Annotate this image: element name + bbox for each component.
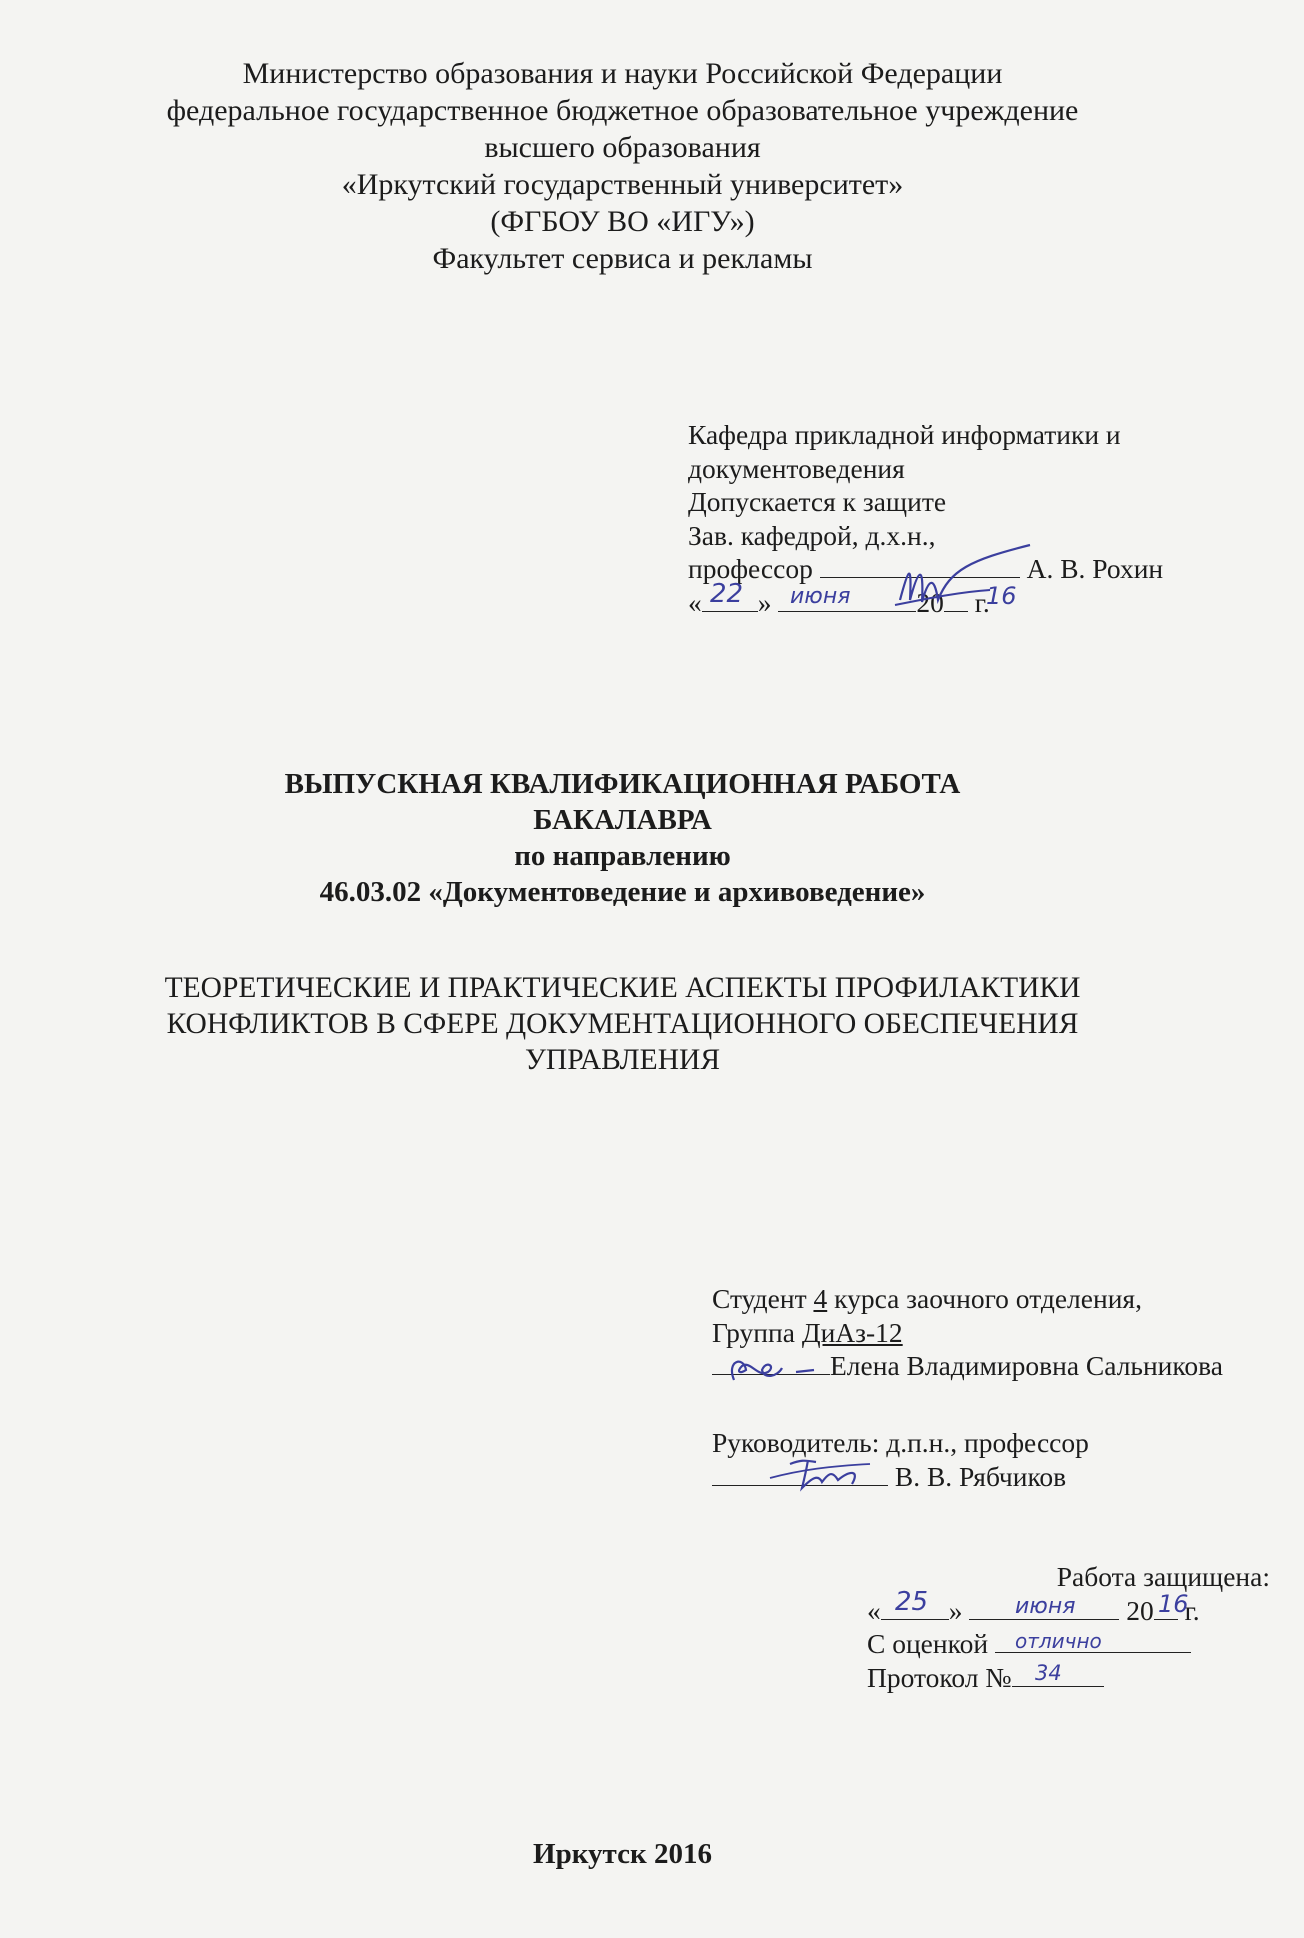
handwritten-defense-day: 25 (895, 1586, 929, 1617)
protocol-label: Протокол № (867, 1661, 1012, 1693)
document-title (0, 766, 1245, 910)
head-name: А. В. Рохин (1026, 553, 1164, 584)
institution-type-line: федеральное государственное бюджетное образовательное учреждение (166, 94, 1079, 127)
handwritten-protocol-number: 34 (1035, 1660, 1062, 1685)
handwritten-defense-year: 16 (1158, 1589, 1189, 1618)
grade-label: С оценкой (867, 1628, 989, 1659)
defense-year-g: г. (1184, 1594, 1200, 1626)
university-abbr: (ФГБОУ ВО «ИГУ») (490, 205, 755, 238)
handwritten-defense-month: июня (1015, 1593, 1076, 1619)
student-course-suffix: курса заочного отделения, (834, 1283, 1142, 1314)
city-year: Иркутск 2016 (533, 1838, 712, 1870)
date-close-quote: » (757, 586, 772, 618)
year-prefix: 20 (916, 586, 944, 618)
defense-date (867, 1586, 1270, 1628)
title-line-2: БАКАЛАВРА (533, 804, 712, 836)
admitted-label: Допускается к защите (688, 486, 947, 517)
faculty-name: Факультет сервиса и рекламы (432, 242, 813, 275)
student-prefix: Студент (712, 1283, 807, 1314)
defense-info (867, 1560, 1270, 1694)
supervisor-label: Руководитель: д.п.н., профессор (712, 1427, 1089, 1458)
head-title: Зав. кафедрой, д.х.н., (688, 519, 936, 551)
topic-line-3: УПРАВЛЕНИЯ (525, 1044, 720, 1076)
title-line-3: по направлению (514, 840, 731, 872)
handwritten-grade: отлично (1015, 1629, 1102, 1653)
date-open-quote: « (688, 586, 702, 618)
handwritten-year: 16 (986, 581, 1017, 610)
education-level-line: высшего образования (484, 131, 761, 164)
year-suffix: г. (974, 586, 990, 618)
defense-close-quote: » (948, 1594, 963, 1626)
header (0, 55, 1245, 277)
defense-label: Работа защищена: (1056, 1561, 1270, 1592)
supervisor-name: В. В. Рябчиков (894, 1460, 1067, 1492)
defense-year-prefix: 20 (1126, 1594, 1154, 1626)
defense-open-quote: « (867, 1594, 881, 1626)
title-line-1: ВЫПУСКНАЯ КВАЛИФИКАЦИОННАЯ РАБОТА (284, 768, 961, 800)
student-group-line (712, 1316, 1223, 1350)
supervisor-signature-icon (760, 1440, 900, 1500)
topic-line-2: КОНФЛИКТОВ В СФЕРЕ ДОКУМЕНТАЦИОННОГО ОБЕСПЕЧЕНИЯ (166, 1008, 1079, 1040)
group-value: ДиАз-12 (801, 1316, 903, 1348)
department-line-2: документоведения (688, 452, 905, 484)
thesis-topic (0, 970, 1245, 1078)
topic-line-1: ТЕОРЕТИЧЕСКИЕ И ПРАКТИЧЕСКИЕ АСПЕКТЫ ПРОФИЛАКТИКИ (164, 972, 1081, 1004)
protocol-line (867, 1661, 1270, 1695)
title-line-4: 46.03.02 «Документоведение и архивоведение» (319, 876, 926, 908)
ministry-line: Министерство образования и науки Российской Федерации (242, 57, 1003, 90)
handwritten-day: 22 (710, 578, 744, 609)
head-signature-icon (800, 530, 1040, 640)
handwritten-month: июня (790, 583, 851, 609)
grade-line (867, 1627, 1270, 1661)
student-course-line (712, 1282, 1223, 1316)
student-name: Елена Владимировна Сальникова (830, 1350, 1223, 1381)
student-signature-icon (716, 1350, 836, 1390)
university-name: «Иркутский государственный университет» (341, 168, 904, 201)
department-line-1: Кафедра прикладной информатики и (688, 419, 1121, 450)
head-position: профессор (688, 553, 813, 584)
student-course: 4 (813, 1283, 828, 1314)
group-label: Группа (712, 1316, 795, 1348)
